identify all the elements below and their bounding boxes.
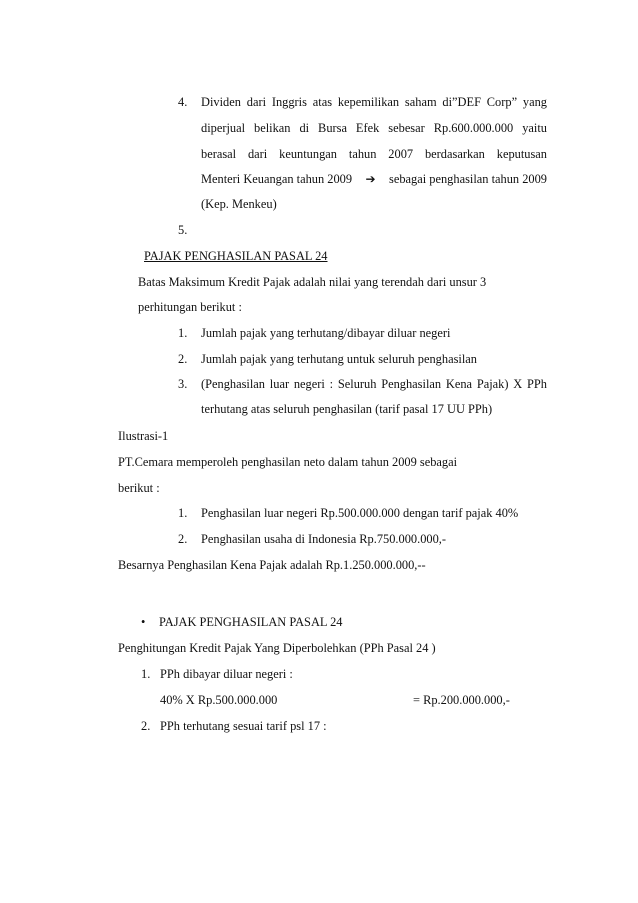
criteria-number-2: 2. xyxy=(178,352,188,366)
intro-line-2: perhitungan berikut : xyxy=(138,300,242,314)
calc-number-1: 1. xyxy=(141,667,151,681)
criteria-number-3: 3. xyxy=(178,377,188,391)
illustration-line-1: PT.Cemara memperoleh penghasilan neto dalam tahun 2009 sebagai xyxy=(118,455,458,469)
section-subtitle: Penghitungan Kredit Pajak Yang Diperbolehkan (PPh Pasal 24 ) xyxy=(118,641,436,655)
calc-result: = Rp.200.000.000,- xyxy=(413,693,510,707)
criteria-item-2: Jumlah pajak yang terhutang untuk seluruh penghasilan xyxy=(201,352,477,366)
list-item-4-line-4-end: sebagai penghasilan tahun 2009 xyxy=(389,172,547,186)
criteria-number-1: 1. xyxy=(178,326,188,340)
list-item-4-line-1: Dividen dari Inggris atas kepemilikan saham di”DEF Corp” yang xyxy=(201,95,547,109)
calc-item-1: PPh dibayar diluar negeri : xyxy=(160,667,293,681)
list-number-4: 4. xyxy=(178,95,188,109)
criteria-item-3-line-1: (Penghasilan luar negeri : Seluruh Penghasilan Kena Pajak) X PPh xyxy=(201,377,547,391)
section-heading-pph24: PAJAK PENGHASILAN PASAL 24 xyxy=(144,249,328,263)
illustration-title: Ilustrasi-1 xyxy=(118,429,169,443)
section-heading-pph24-2: PAJAK PENGHASILAN PASAL 24 xyxy=(159,615,343,629)
income-number-1: 1. xyxy=(178,506,188,520)
calc-formula: 40% X Rp.500.000.000 xyxy=(160,693,278,707)
list-item-4-line-3: berasal dari keuntungan tahun 2007 berdasarkan keputusan xyxy=(201,147,547,161)
income-item-1: Penghasilan luar negeri Rp.500.000.000 dengan tarif pajak 40% xyxy=(201,506,519,520)
list-item-4-line-2: diperjual belikan di Bursa Efek sebesar Rp.600.000.000 yaitu xyxy=(201,121,547,135)
intro-line-1: Batas Maksimum Kredit Pajak adalah nilai yang terendah dari unsur 3 xyxy=(138,275,487,289)
list-item-4-line-5: (Kep. Menkeu) xyxy=(201,197,277,211)
list-item-4-line-4 xyxy=(201,173,547,185)
list-item-4-line-4-start: Menteri Keuangan tahun 2009 xyxy=(201,172,353,186)
taxable-income-total: Besarnya Penghasilan Kena Pajak adalah Rp.1.250.000.000,-- xyxy=(118,558,426,572)
criteria-item-1: Jumlah pajak yang terhutang/dibayar diluar negeri xyxy=(201,326,451,340)
illustration-line-2: berikut : xyxy=(118,481,160,495)
income-item-2: Penghasilan usaha di Indonesia Rp.750.000.000,- xyxy=(201,532,447,546)
calc-item-2: PPh terhutang sesuai tarif psl 17 : xyxy=(160,719,327,733)
bullet-icon: • xyxy=(141,615,146,629)
arrow-right-icon: ➔ xyxy=(365,172,376,186)
calc-number-2: 2. xyxy=(141,719,151,733)
income-number-2: 2. xyxy=(178,532,188,546)
criteria-item-3-line-2: terhutang atas seluruh penghasilan (tarif pasal 17 UU PPh) xyxy=(201,402,493,416)
list-number-5: 5. xyxy=(178,223,188,237)
